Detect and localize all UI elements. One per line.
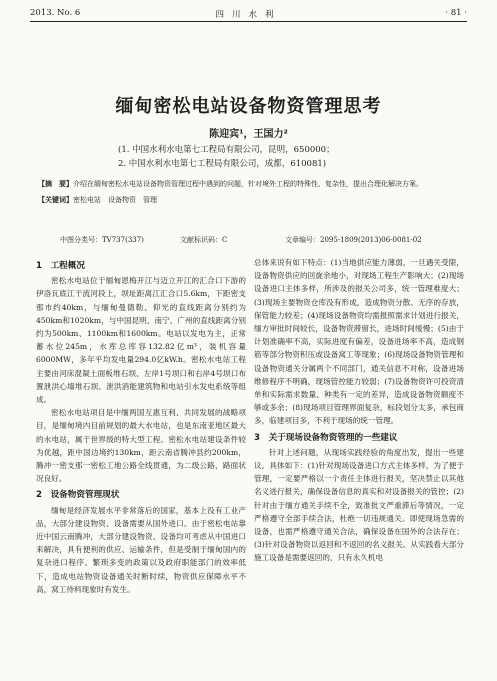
abstract-label: 【摘 要】	[38, 180, 73, 188]
body-paragraph: 针对上述问题，从现场实践经验的角度出发，提出一些建议。具体如下：(1)针对现场设备进口方式主体多样，为了便于管理，一定要严格以一个责任主体进行报关，坚决禁止以其他名义进行报关，确保设备信息的真实和对设备报关的管控；(2)针对由于缅方通关手续不全，致准批文严重滞后等情况，一定严格遵守全部手续合法，杜绝一切违规通关。即使现场急需的设备，也需严格遵守通关合法，确保设备在国外的合法存在；(3)针对设备物资以返回和不返回的名义报关。从实践看大部分施工设备是需要返回的，只有永久机电	[254, 447, 464, 563]
journal-name: 四川水利	[215, 10, 282, 20]
article-number: 文章编号：2095-1809(2013)06-0081-02	[285, 236, 422, 244]
body-paragraph: 缅甸是经济发展水平非常落后的国家，基本上没有工业产品，大部分建设物资、设备需要从国外进口。由于密松电站靠近中国云南腾冲，大部分建设物资、设备均可考虑从中国进口来解决，具有便利的供应、运输条件，但是受制于缅甸国内的复杂进口程序、繁琐多变的政策以及政府职能部门的效率低下，造成电站物资设备通关时断时续，物资供应保障水平不高，窝工待料现象时有发生。	[36, 505, 246, 594]
section-heading: 2 设备物资管理现状	[36, 490, 120, 501]
keywords-line	[38, 194, 459, 206]
abstract-block	[38, 178, 459, 206]
left-column	[36, 256, 246, 596]
body-paragraph: 总体来说有如下特点：(1)当地供应能力薄弱，一旦遇关受限，设备物资供应的回旋余地小，对现场工程生产影响大；(2)现场设备进口主体多样，所涉及的报关公司多，统一管理难度大；(3)现场主要物资仓库没有形成，造成物资分散、无序的存放，保管能力较差；(4)现场设备物资均需报照需求计划进行报关，缅方审批时间较长，设备物资滞留长，进场时间缓慢；(5)由于计划准确率不高，实际进度有偏差，设备进场率不高，造成钢筋等部分物资积压或设备窝工等现象；(6)现场设备物资管理和设备物资通关分属两个不同部门，通关信息不对称，设备进场维修程序不明确，现场管控能力较弱；(7)设备物资许可投资清单和实际需求数量、种类有一定的差异，造成设备物资额度不够或多余；(8)现场项目管理界面复杂，标段划分太多，承包商多，临建项目多，不利于现场的统一管理。	[254, 258, 464, 426]
right-column	[254, 256, 464, 565]
author-line: 陈迎宾¹，王国力²	[209, 129, 288, 140]
keywords-label: 【关键词】	[38, 196, 73, 204]
keywords-text: 密松电站 设备物资 管理	[73, 196, 157, 204]
abstract-line	[38, 178, 459, 190]
body-paragraph: 密松水电站位于缅甸恩梅开江与迈立开江的汇合口下游的伊洛瓦底江干流河段上，坝址距离江汇合口5.6km，下距密支那市约40km，与缅甸曼德勒、仰光的直线距离分别约为450km和1020km，与中国昆明、南宁、广州的直线距离分别约为500km、1100km和1600km。电站以发电为主，正常蓄水位245m，水库总库容132.82亿m³，装机容量6000MW，多年平均发电量294.0亿kW.h。密松水电站工程主要由河床混凝土面板堆石坝、左岸1号坝口和右岸4号坝口布置泄洪心墙堆石坝、泄洪消能建筑物和电站引水发电系统等组成。	[36, 276, 246, 405]
clc-number: 中图分类号：TV737(337)	[60, 236, 144, 244]
running-header	[30, 8, 467, 22]
document-code: 文献标识码：C	[180, 236, 228, 244]
page-number: · 81 ·	[445, 8, 467, 18]
affiliation-2: 2. 中国水利水电第七工程局有限公司，成都，610081)	[118, 159, 327, 169]
issue-number: 2013. No. 6	[30, 8, 81, 18]
abstract-text: 介绍在缅甸密松水电站设备物资管理过程中遇到的问题，针对境外工程的特殊性、复杂性，提出合理化解决方案。	[73, 180, 423, 188]
header-rule	[30, 21, 467, 22]
body-paragraph: 密松水电站项目是中缅两国互惠互利、共同发展的战略项目，是缅甸境内目前规划的最大水电站，也是东南亚地区最大的水电站，属于世界级的特大型工程。密松水电站建设条件较为优越，距中国边境约130km，距云南省腾冲县约200km，腾冲一密支那一密松工地公路全线贯通，为二级公路，路面状况良好。	[36, 408, 246, 484]
section-heading: 3 关于现场设备物资管理的一些建议	[254, 432, 398, 443]
section-heading: 1 工程概况	[36, 261, 85, 271]
paper-title: 缅甸密松电站设备物资管理思考	[115, 96, 382, 117]
affiliation-1: (1. 中国水利水电第七工程局有限公司，昆明，650000；	[118, 145, 335, 155]
